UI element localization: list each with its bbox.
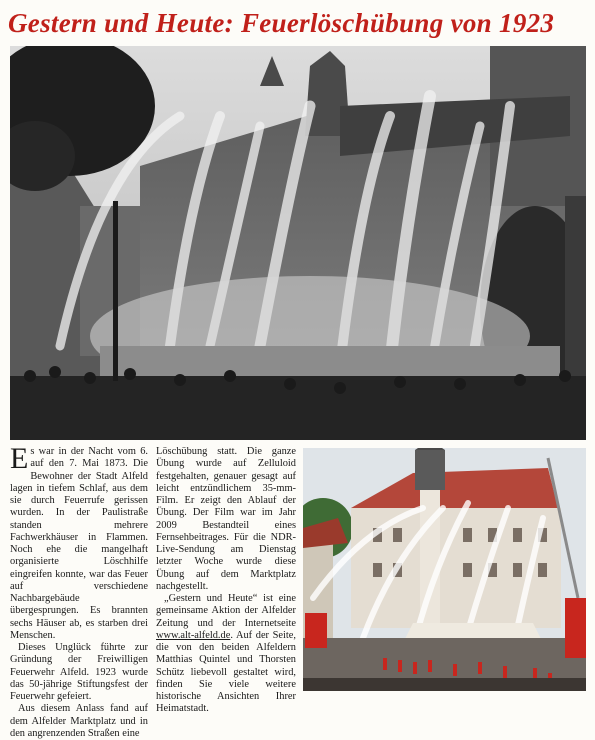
article-paragraph: „Gestern und Heute“ ist eine gemeinsame Aktion der Alfelder Zeitung und der Internetseite www.alt-alfeld.de. Auf der Seite, die von den beiden Alfeldern Matthias Quintel und Thorsten Schütz liebevoll gestaltet wird, finden Sie viele weitere historische Ansichten Ihrer Heimatstadt. — [156, 593, 296, 715]
article-paragraph: Löschübung statt. Die ganze Übung wurde auf Zelluloid festgehalten, genauer gesagt auf leicht entzündlichem 35-mm-Film. Er zeigt den Ablauf der Übung. Der Film war im Jahr 2009 Bestandteil eines Fernsehbeitrages. Für die NDR-Live-Sendung am Dienstag letzter Woche wurde diese Übung auf dem Marktplatz nachgestellt. — [156, 446, 296, 592]
article-column-2 — [156, 446, 296, 716]
drop-cap: E — [10, 442, 29, 475]
article-column-1 — [10, 442, 148, 740]
article-paragraph: Aus diesem Anlass fand auf dem Alfelder Marktplatz und in den angrenzenden Straßen eine — [10, 703, 148, 739]
website-link[interactable]: www.alt-alfeld.de — [156, 629, 231, 641]
article-paragraph: Dieses Unglück führte zur Gründung der Freiwilligen Feuerwehr Alfeld. 1923 wurde das 50-jährige Stiftungsfest der Feuerwehr gefeiert. — [10, 642, 148, 702]
article-paragraph: Es war in der Nacht vom 6. auf den 7. Mai 1873. Die Bewohner der Stadt Alfeld lagen in tiefem Schlaf, aus dem sie durch Feuerrufe gerissen wurden. In der Paulistraße standen mehrere Fachwerkhäuser in Flammen. Noch ehe die mangelhaft organisierte Löschhilfe eingreifen konnte, war das Feuer auf verschiedene Nachbargebäude übergesprungen. Es brannten sechs Häuser ab, es starben drei Menschen. — [10, 442, 148, 641]
historic-photo-1923 — [10, 46, 586, 440]
headline: Gestern und Heute: Feuerlöschübung von 1923 — [8, 8, 555, 38]
modern-reenactment-photo — [303, 448, 586, 691]
